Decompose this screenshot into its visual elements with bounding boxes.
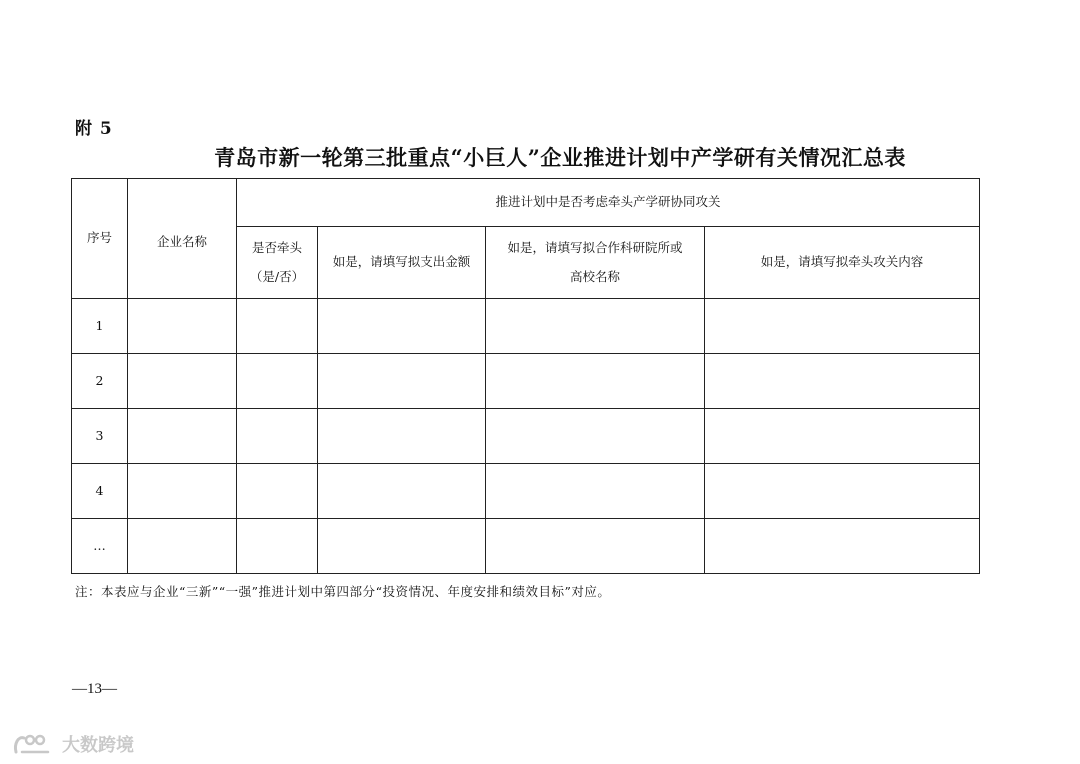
row-seq: 1	[72, 299, 128, 354]
header-spend-label: 如是，请填写拟支出金额	[332, 254, 471, 270]
header-content-label: 如是，请填写拟牵头攻关内容	[760, 254, 924, 270]
row-seq: 3	[72, 409, 128, 464]
logo-icon	[12, 732, 56, 756]
row-content-cell	[705, 354, 980, 409]
header-group	[237, 179, 980, 227]
header-partner-line2: 高校名称	[569, 268, 620, 284]
row-lead-cell	[237, 354, 318, 409]
header-seq	[72, 179, 128, 299]
watermark	[12, 731, 134, 757]
row-seq: 2	[72, 354, 128, 409]
row-spend-cell	[318, 354, 486, 409]
table-row	[72, 354, 980, 409]
table-row	[72, 409, 980, 464]
row-spend-cell	[318, 519, 486, 574]
header-partner	[486, 227, 705, 299]
row-spend-cell	[318, 409, 486, 464]
row-seq: …	[72, 519, 128, 574]
row-company-cell	[128, 519, 237, 574]
header-seq-label: 序号	[86, 230, 112, 246]
table-row	[72, 464, 980, 519]
summary-table	[71, 178, 980, 574]
row-content-cell	[705, 409, 980, 464]
page-number: —13—	[72, 681, 117, 697]
header-company	[128, 179, 237, 299]
header-row-1	[72, 179, 980, 227]
row-content-cell	[705, 464, 980, 519]
table-row	[72, 519, 980, 574]
row-partner-cell	[486, 354, 705, 409]
row-company-cell	[128, 354, 237, 409]
table-row	[72, 299, 980, 354]
row-partner-cell	[486, 299, 705, 354]
row-company-cell	[128, 464, 237, 519]
header-lead	[237, 227, 318, 299]
row-seq: 4	[72, 464, 128, 519]
row-lead-cell	[237, 299, 318, 354]
document-title: 青岛市新一轮第三批重点“小巨人”企业推进计划中产学研有关情况汇总表	[214, 145, 906, 170]
header-spend	[318, 227, 486, 299]
watermark-text: 大数跨境	[62, 735, 134, 756]
row-lead-cell	[237, 464, 318, 519]
row-company-cell	[128, 409, 237, 464]
header-partner-line1: 如是，请填写拟合作科研院所或	[507, 239, 683, 255]
header-content	[705, 227, 980, 299]
header-lead-line1: 是否牵头	[251, 239, 302, 255]
row-company-cell	[128, 299, 237, 354]
header-lead-line2: （是/否）	[249, 268, 305, 284]
row-partner-cell	[486, 519, 705, 574]
row-lead-cell	[237, 409, 318, 464]
row-spend-cell	[318, 464, 486, 519]
row-lead-cell	[237, 519, 318, 574]
row-content-cell	[705, 299, 980, 354]
row-partner-cell	[486, 464, 705, 519]
table-note: 注：本表应与企业“三新”“一强”推进计划中第四部分“投资情况、年度安排和绩效目标”对应。	[75, 584, 611, 599]
header-company-label: 企业名称	[156, 234, 207, 249]
appendix-label: 附 5	[75, 119, 113, 139]
row-spend-cell	[318, 299, 486, 354]
row-content-cell	[705, 519, 980, 574]
row-partner-cell	[486, 409, 705, 464]
header-group-label: 推进计划中是否考虑牵头产学研协同攻关	[495, 194, 721, 210]
